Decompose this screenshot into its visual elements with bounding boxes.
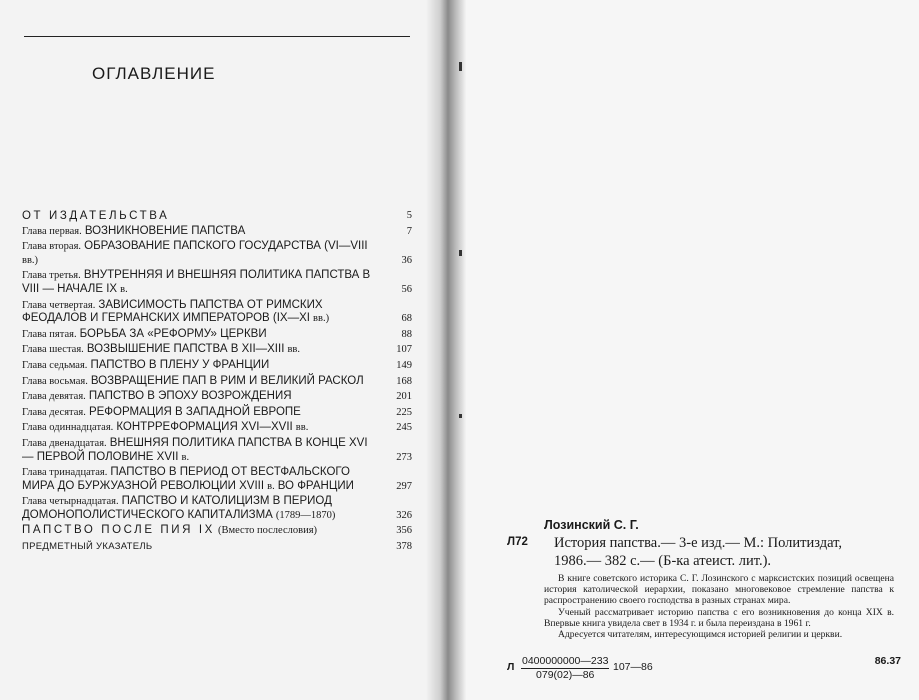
toc-entry-chapter: Глава седьмая. xyxy=(22,359,88,371)
toc-entry xyxy=(22,225,414,239)
toc-entry-title: ЗАВИСИМОСТЬ ПАПСТВА ОТ РИМСКИХ ФЕОДАЛОВ И ГЕРМАНСКИХ ИМПЕРАТОРОВ (IX—XI xyxy=(22,298,323,325)
toc-entry-title: ПАПСТВО И КАТОЛИЦИЗМ В ПЕРИОД ДОМОНОПОЛИСТИЧЕСКОГО КАПИТАЛИЗМА xyxy=(22,495,332,521)
bib-line: 1986.— 382 с.— (Б-ка атеист. лит.). xyxy=(554,553,772,569)
toc-entry-title-tail: ВО ФРАНЦИИ xyxy=(277,479,354,492)
annotation xyxy=(544,573,894,640)
toc-heading: ОГЛАВЛЕНИЕ xyxy=(92,64,216,83)
toc-entry-subtitle: в. xyxy=(267,480,275,492)
binding-mark xyxy=(459,414,462,418)
toc-entry xyxy=(22,466,414,493)
toc-entry-title: РЕФОРМАЦИЯ В ЗАПАДНОЙ ЕВРОПЕ xyxy=(88,405,301,418)
toc-entry-page: 378 xyxy=(396,541,412,553)
toc-entry-page: 168 xyxy=(396,375,412,387)
toc-entry-subtitle: (1789—1870) xyxy=(275,509,336,521)
toc-entry-chapter: Глава пятая. xyxy=(22,328,77,340)
toc-entry xyxy=(22,240,414,267)
table-of-contents xyxy=(22,210,414,556)
toc-entry-page: 56 xyxy=(401,283,412,295)
toc-entry-page: 68 xyxy=(401,313,412,325)
bib-line: История папства.— 3-е изд.— М.: Политиздат, xyxy=(554,535,843,551)
toc-entry-title: ВНУТРЕННЯЯ И ВНЕШНЯЯ ПОЛИТИКА ПАПСТВА В VIII — НАЧАЛЕ IX xyxy=(22,269,371,295)
fraction-tail: 107—86 xyxy=(613,661,653,673)
toc-entry-chapter: Глава первая. xyxy=(22,225,82,237)
toc-entry xyxy=(22,328,414,342)
toc-entry-page: 7 xyxy=(406,225,412,237)
toc-entry-chapter: Глава вторая. xyxy=(22,241,82,253)
left-page xyxy=(0,0,440,700)
toc-entry-title: КОНТРРЕФОРМАЦИЯ XVI—XVII xyxy=(116,421,293,434)
toc-entry-page: 356 xyxy=(396,525,412,537)
fraction-numerator: 0400000000—233 xyxy=(522,655,609,667)
toc-entry-title: ПРЕДМЕТНЫЙ УКАЗАТЕЛЬ xyxy=(22,541,153,553)
toc-entry-page: 225 xyxy=(396,406,412,418)
toc-entry xyxy=(22,437,414,464)
toc-entry-title: ПАПСТВО ПОСЛЕ ПИЯ IX xyxy=(22,524,215,537)
toc-entry-subtitle: вв. xyxy=(295,422,309,434)
toc-entry xyxy=(22,495,414,522)
toc-entry-subtitle: вв.) xyxy=(22,254,39,266)
toc-entry-chapter: Глава восьмая. xyxy=(22,375,88,387)
binding-mark xyxy=(459,250,462,256)
top-rule xyxy=(24,36,410,37)
toc-entry-page: 273 xyxy=(396,451,412,463)
toc-entry-subtitle: (Вместо послесловия) xyxy=(217,525,318,537)
toc-entry-chapter: Глава тринадцатая. xyxy=(22,467,108,479)
toc-entry xyxy=(22,359,414,373)
toc-entry-chapter: Глава одиннадцатая. xyxy=(22,422,114,434)
toc-entry-subtitle: вв.) xyxy=(313,313,330,325)
toc-entry-chapter: Глава третья. xyxy=(22,270,81,282)
index-line xyxy=(507,655,901,685)
toc-entry-title: ОТ ИЗДАТЕЛЬСТВА xyxy=(22,210,170,222)
toc-entry-page: 149 xyxy=(396,359,412,371)
toc-entry-subtitle: вв. xyxy=(287,344,301,356)
toc-entry xyxy=(22,210,414,223)
fraction-denominator: 079(02)—86 xyxy=(536,669,595,681)
toc-entry-page: 245 xyxy=(396,422,412,434)
toc-entry xyxy=(22,269,414,296)
toc-entry-title: ВОЗНИКНОВЕНИЕ ПАПСТВА xyxy=(84,224,246,237)
toc-entry-chapter: Глава четырнадцатая. xyxy=(22,496,119,508)
toc-entry-chapter: Глава шестая. xyxy=(22,344,84,356)
catalog-code: Л72 xyxy=(507,536,528,548)
toc-entry-page: 107 xyxy=(396,344,412,356)
toc-entry xyxy=(22,540,414,554)
toc-entry-title: ВНЕШНЯЯ ПОЛИТИКА ПАПСТВА В КОНЦЕ XVI — ПЕРВОЙ ПОЛОВИНЕ XVII xyxy=(22,436,368,463)
toc-entry-chapter: Глава двенадцатая. xyxy=(22,437,107,449)
toc-entry xyxy=(22,524,414,538)
toc-entry xyxy=(22,299,414,326)
toc-entry-title: ПАПСТВО В ПЕРИОД ОТ ВЕСТФАЛЬСКОГО МИРА ДО БУРЖУАЗНОЙ РЕВОЛЮЦИИ XVIII xyxy=(22,466,350,492)
toc-entry-page: 297 xyxy=(396,480,412,492)
toc-entry-page: 5 xyxy=(406,210,412,221)
toc-entry-page: 326 xyxy=(396,509,412,521)
toc-entry-title: БОРЬБА ЗА «РЕФОРМУ» ЦЕРКВИ xyxy=(79,327,267,340)
annotation-paragraph: Ученый рассматривает историю папства с его возникновения до конца XIX в. Впервые книга увидела свет в 1934 г. и была переиздана в 1961 г. xyxy=(544,606,894,629)
annotation-paragraph: В книге советского историка С. Г. Лозинского с марксистских позиций освещена история католической иерархии, показано многовековое стремление папства к распространению своего господства в разных странах мира. xyxy=(544,573,894,607)
toc-entry-page: 201 xyxy=(396,391,412,403)
toc-entry-chapter: Глава девятая. xyxy=(22,391,86,403)
binding-mark xyxy=(459,62,462,71)
toc-entry-chapter: Глава десятая. xyxy=(22,406,86,418)
index-fraction xyxy=(521,655,609,682)
toc-entry-chapter: Глава четвертая. xyxy=(22,299,96,311)
annotation-paragraph: Адресуется читателям, интересующимся историей религии и церкви. xyxy=(558,629,843,641)
toc-entry xyxy=(22,406,414,420)
toc-entry-title: ВОЗВЫШЕНИЕ ПАПСТВА В XII—XIII xyxy=(86,343,285,356)
index-letter: Л xyxy=(507,661,515,673)
toc-entry xyxy=(22,421,414,435)
toc-entry-title: ПАПСТВО В ЭПОХУ ВОЗРОЖДЕНИЯ xyxy=(88,390,292,403)
author-name: Лозинский С. Г. xyxy=(544,518,639,532)
toc-entry-title: ОБРАЗОВАНИЕ ПАПСКОГО ГОСУДАРСТВА (VI—VIII xyxy=(84,240,368,253)
toc-entry-subtitle: в. xyxy=(181,451,190,463)
book-gutter xyxy=(426,0,466,700)
toc-entry-page: 36 xyxy=(401,254,412,266)
toc-entry xyxy=(22,390,414,404)
toc-entry-page: 88 xyxy=(401,328,412,340)
toc-entry-title: ПАПСТВО В ПЛЕНУ У ФРАНЦИИ xyxy=(90,358,270,371)
toc-entry-title: ВОЗВРАЩЕНИЕ ПАП В РИМ И ВЕЛИКИЙ РАСКОЛ xyxy=(90,374,364,387)
classification-code: 86.37 xyxy=(874,655,901,667)
toc-entry xyxy=(22,375,414,389)
bibliographic-description xyxy=(554,534,900,570)
toc-entry-subtitle: в. xyxy=(120,283,128,295)
toc-entry xyxy=(22,343,414,357)
